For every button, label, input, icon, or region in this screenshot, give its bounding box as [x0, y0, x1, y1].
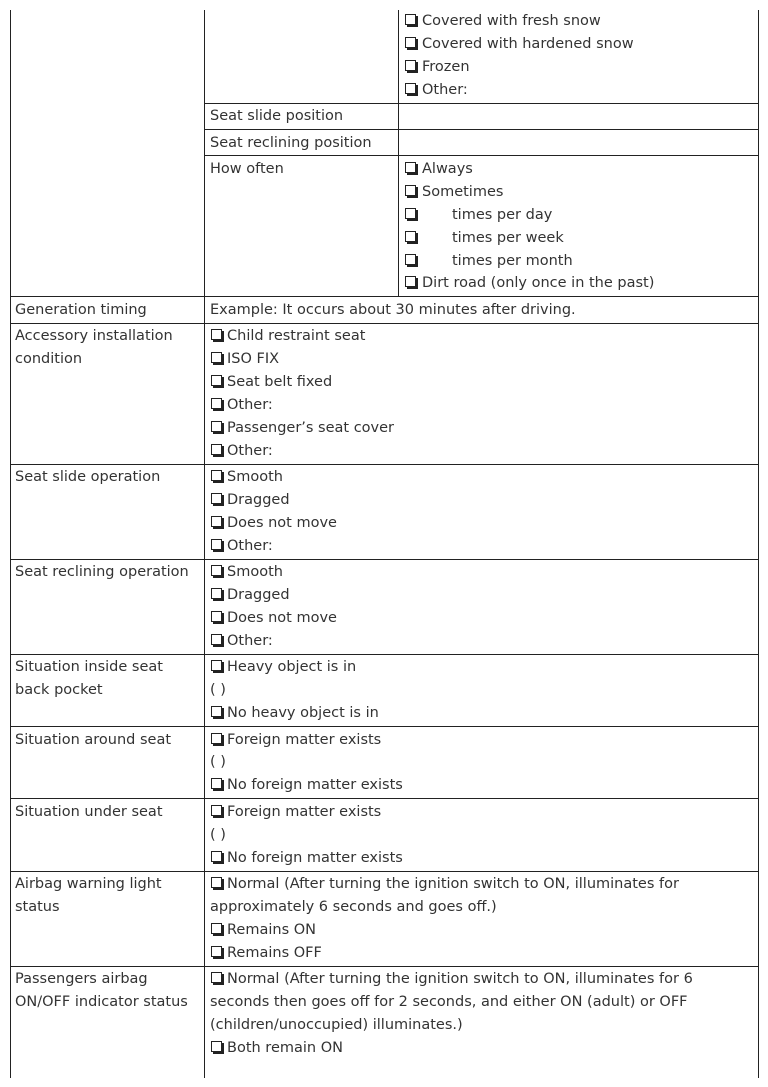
row-divider [204, 129, 759, 130]
option-label: Does not move [227, 610, 337, 626]
checkbox-icon[interactable] [405, 254, 416, 265]
option-label-continued: seconds then goes off for 2 seconds, and either ON (adult) or OFF [210, 994, 688, 1010]
table-border-right [758, 10, 759, 1078]
row-label: Situation inside seat [15, 659, 163, 675]
row-label: Seat slide operation [15, 469, 161, 485]
option-label: Foreign matter exists [227, 732, 382, 748]
checkbox-icon[interactable] [211, 923, 222, 934]
option-label: Passenger’s seat cover [227, 420, 395, 436]
option-label: times per week [452, 230, 564, 246]
table-border-left [10, 10, 11, 1078]
row-label: Generation timing [15, 302, 147, 318]
option-label: Other: [422, 82, 468, 98]
checkbox-icon[interactable] [405, 83, 416, 94]
option-label: Covered with hardened snow [422, 36, 634, 52]
blank-field[interactable]: ( ) [210, 682, 226, 698]
checkbox-icon[interactable] [211, 516, 222, 527]
row-label: Airbag warning light [15, 876, 162, 892]
checkbox-icon[interactable] [405, 14, 416, 25]
option-label: Dragged [227, 587, 290, 603]
option-label: Dragged [227, 492, 290, 508]
checkbox-icon[interactable] [211, 565, 222, 576]
checkbox-icon[interactable] [211, 539, 222, 550]
option-label: times per month [452, 253, 573, 269]
option-label: Frozen [422, 59, 470, 75]
option-label: Normal (After turning the ignition switch to ON, illuminates for 6 [227, 971, 693, 987]
checkbox-icon[interactable] [405, 162, 416, 173]
option-label: Covered with fresh snow [422, 13, 601, 29]
option-label: Seat belt fixed [227, 374, 333, 390]
blank-field[interactable]: ( ) [210, 827, 226, 843]
checkbox-icon[interactable] [211, 851, 222, 862]
checkbox-icon[interactable] [211, 444, 222, 455]
row-divider [204, 155, 759, 156]
row-label: Passengers airbag [15, 971, 148, 987]
option-label: Other: [227, 443, 273, 459]
option-label: Always [422, 161, 473, 177]
row-label: Accessory installation [15, 328, 173, 344]
row-divider [10, 464, 759, 465]
row-label: status [15, 899, 60, 915]
checkbox-icon[interactable] [211, 329, 222, 340]
checkbox-icon[interactable] [211, 972, 222, 983]
checkbox-icon[interactable] [211, 634, 222, 645]
checkbox-icon[interactable] [211, 493, 222, 504]
checkbox-icon[interactable] [211, 877, 222, 888]
row-divider [10, 966, 759, 967]
table-border-col1 [204, 10, 205, 1078]
option-label: Smooth [227, 564, 283, 580]
row-text: Example: It occurs about 30 minutes after driving. [210, 302, 576, 318]
checkbox-icon[interactable] [211, 352, 222, 363]
option-label: Other: [227, 397, 273, 413]
option-label: Normal (After turning the ignition switch to ON, illuminates for [227, 876, 679, 892]
checkbox-icon[interactable] [405, 276, 416, 287]
option-label: times per day [452, 207, 553, 223]
option-label: Foreign matter exists [227, 804, 382, 820]
row-divider [10, 323, 759, 324]
row-divider [10, 798, 759, 799]
row-divider [10, 726, 759, 727]
checkbox-icon[interactable] [211, 421, 222, 432]
checkbox-icon[interactable] [211, 588, 222, 599]
option-label: Does not move [227, 515, 337, 531]
option-label: No foreign matter exists [227, 850, 403, 866]
row-label: Seat reclining operation [15, 564, 189, 580]
checkbox-icon[interactable] [405, 185, 416, 196]
option-label-continued: (children/unoccupied) illuminates.) [210, 1017, 463, 1033]
checkbox-icon[interactable] [211, 375, 222, 386]
row-label: back pocket [15, 682, 103, 698]
checkbox-icon[interactable] [211, 470, 222, 481]
option-label: Remains OFF [227, 945, 322, 961]
row-label: condition [15, 351, 83, 367]
option-label: Smooth [227, 469, 283, 485]
checkbox-icon[interactable] [211, 398, 222, 409]
option-label: No heavy object is in [227, 705, 379, 721]
row-divider [10, 559, 759, 560]
option-label: Dirt road (only once in the past) [422, 275, 655, 291]
checkbox-icon[interactable] [211, 733, 222, 744]
checkbox-icon[interactable] [405, 60, 416, 71]
row-divider [10, 654, 759, 655]
checkbox-icon[interactable] [211, 946, 222, 957]
option-label-continued: approximately 6 seconds and goes off.) [210, 899, 497, 915]
checkbox-icon[interactable] [211, 706, 222, 717]
option-label: Both remain ON [227, 1040, 343, 1056]
option-label: Heavy object is in [227, 659, 357, 675]
option-label: Other: [227, 538, 273, 554]
seat-reclining-position-label: Seat reclining position [210, 135, 372, 151]
row-divider [10, 871, 759, 872]
row-divider [204, 103, 759, 104]
option-label: Child restraint seat [227, 328, 366, 344]
checkbox-icon[interactable] [211, 778, 222, 789]
checkbox-icon[interactable] [405, 37, 416, 48]
row-label: ON/OFF indicator status [15, 994, 188, 1010]
row-label: Situation under seat [15, 804, 163, 820]
option-label: Sometimes [422, 184, 504, 200]
checkbox-icon[interactable] [211, 1041, 222, 1052]
option-label: Remains ON [227, 922, 316, 938]
blank-field[interactable]: ( ) [210, 754, 226, 770]
option-label: ISO FIX [227, 351, 280, 367]
row-label: Situation around seat [15, 732, 172, 748]
checkbox-icon[interactable] [405, 208, 416, 219]
checkbox-icon[interactable] [211, 611, 222, 622]
checkbox-icon[interactable] [211, 660, 222, 671]
checkbox-icon[interactable] [405, 231, 416, 242]
option-label: Other: [227, 633, 273, 649]
checkbox-icon[interactable] [211, 805, 222, 816]
table-border-sub [398, 10, 399, 296]
how-often-label: How often [210, 161, 284, 177]
seat-slide-position-label: Seat slide position [210, 108, 344, 124]
option-label: No foreign matter exists [227, 777, 403, 793]
row-divider [10, 296, 759, 297]
